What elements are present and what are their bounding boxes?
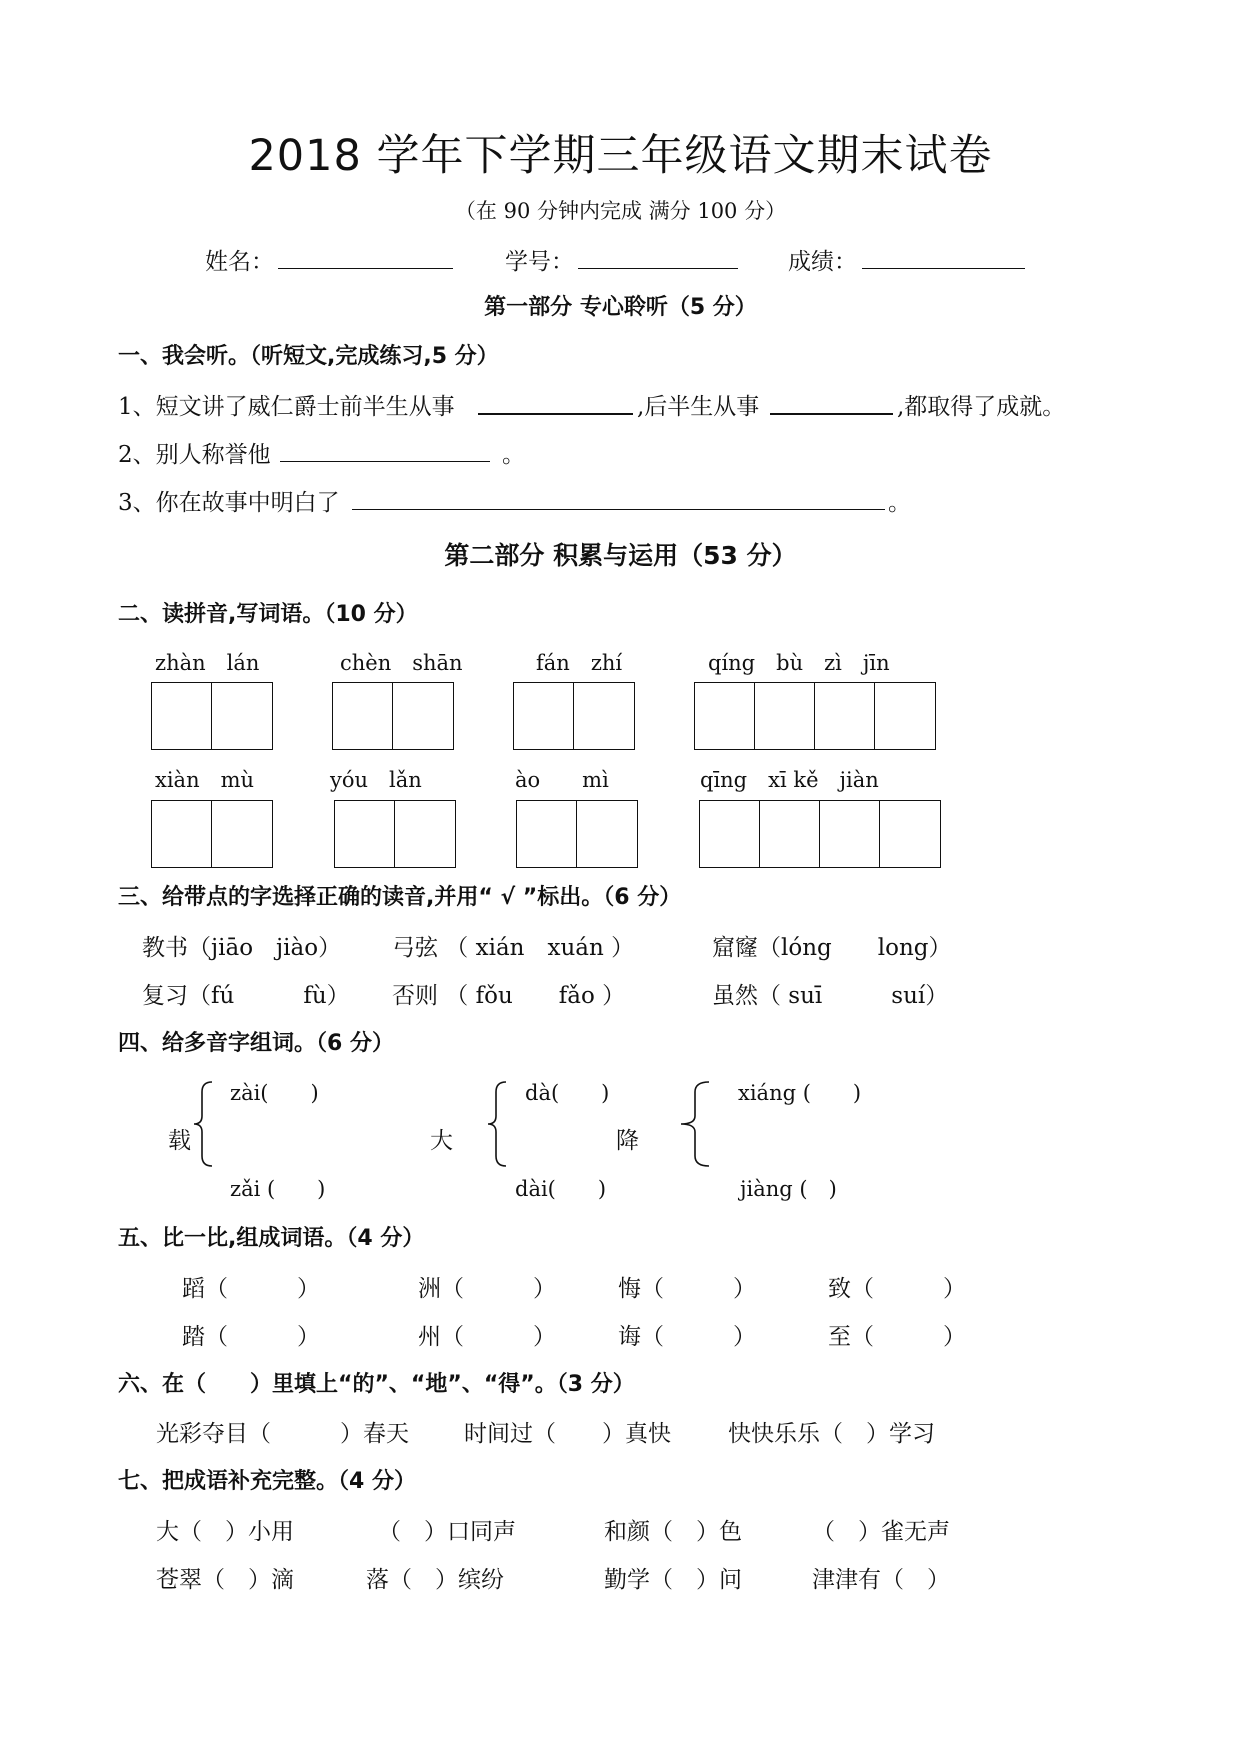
grid-cell[interactable] [875, 683, 935, 749]
word-blank-item[interactable]: 洲（ ） [418, 1276, 556, 1302]
grid-cell[interactable] [815, 683, 875, 749]
pinyin-label: chèn shān [340, 651, 463, 675]
writing-grid[interactable] [151, 682, 273, 750]
section3-heading: 三、给带点的字选择正确的读音,并用“ √ ”标出。（6 分） [118, 885, 682, 910]
section2-heading: 二、读拼音,写词语。（10 分） [118, 602, 418, 627]
part2-heading: 第二部分 积累与运用（53 分） [444, 541, 797, 570]
idiom-blank-item[interactable]: 勤学（ ）问 [604, 1567, 742, 1593]
writing-grid[interactable] [151, 800, 273, 868]
reading-choice-item[interactable]: 弓弦 （ xián xuán ） [392, 935, 635, 961]
writing-grid[interactable] [516, 800, 638, 868]
idiom-blank-item[interactable]: （ ）雀无声 [812, 1519, 950, 1545]
particle-blank-item[interactable]: 时间过（ ）真快 [464, 1421, 671, 1447]
word-blank-item[interactable]: 致（ ） [828, 1276, 966, 1302]
pinyin-label: zhàn lán [155, 651, 260, 675]
pinyin-word-blank[interactable]: zài( ) [230, 1081, 319, 1105]
idiom-blank-item[interactable]: 苍翠（ ）滴 [156, 1567, 294, 1593]
word-blank-item[interactable]: 蹈（ ） [182, 1276, 320, 1302]
grid-cell[interactable] [760, 801, 820, 867]
grid-cell[interactable] [152, 683, 212, 749]
reading-choice-item[interactable]: 教书（jiāo jiào） [142, 935, 342, 961]
word-blank-item[interactable]: 悔（ ） [618, 1276, 756, 1302]
pinyin-word-blank[interactable]: jiàng ( ) [740, 1177, 837, 1201]
q3-text-a: 3、你在故事中明白了 [118, 490, 340, 516]
q1-text-c: ,都取得了成就。 [897, 394, 1066, 420]
grid-cell[interactable] [514, 683, 574, 749]
grid-cell[interactable] [574, 683, 634, 749]
section6-heading: 六、在（ ）里填上“的”、“地”、“得”。（3 分） [118, 1372, 635, 1397]
particle-blank-item[interactable]: 快快乐乐（ ）学习 [728, 1421, 935, 1447]
idiom-blank-item[interactable]: （ ）口同声 [378, 1519, 516, 1545]
reading-choice-item[interactable]: 否则 （ fǒu fǎo ） [392, 983, 626, 1009]
writing-grid[interactable] [332, 682, 454, 750]
polyphonic-char: 载 [168, 1128, 191, 1154]
pinyin-word-blank[interactable]: xiáng ( ) [738, 1081, 862, 1105]
score-blank[interactable] [862, 268, 1025, 269]
pinyin-label: xiàn mù [155, 768, 255, 792]
score-label: 成绩： [788, 249, 857, 275]
grid-cell[interactable] [517, 801, 577, 867]
writing-grid[interactable] [513, 682, 635, 750]
pinyin-word-blank[interactable]: dài( ) [515, 1177, 607, 1201]
q2-text-a: 2、别人称誉他 [118, 442, 271, 468]
pinyin-label: ào mì [515, 768, 609, 792]
student-number-blank[interactable] [578, 268, 738, 269]
pinyin-label: qíng bù zì jīn [708, 651, 890, 675]
reading-choice-item[interactable]: 窟窿（lóng long） [712, 935, 952, 961]
section4-heading: 四、给多音字组词。（6 分） [118, 1031, 394, 1056]
q2-blank[interactable] [280, 461, 490, 462]
idiom-blank-item[interactable]: 和颜（ ）色 [604, 1519, 742, 1545]
grid-cell[interactable] [880, 801, 940, 867]
q1-text-b: ,后半生从事 [637, 394, 760, 420]
grid-cell[interactable] [212, 683, 272, 749]
polyphonic-char: 降 [616, 1128, 639, 1154]
grid-cell[interactable] [700, 801, 760, 867]
grid-cell[interactable] [577, 801, 637, 867]
word-blank-item[interactable]: 诲（ ） [618, 1324, 756, 1350]
section5-heading: 五、比一比,组成词语。（4 分） [118, 1226, 425, 1251]
grid-cell[interactable] [820, 801, 880, 867]
writing-grid[interactable] [334, 800, 456, 868]
left-brace-icon [677, 1080, 713, 1168]
name-label: 姓名： [205, 249, 274, 275]
page-title: 2018 学年下学期三年级语文期末试卷 [248, 131, 993, 181]
pinyin-word-blank[interactable]: dà( ) [525, 1081, 610, 1105]
writing-grid[interactable] [699, 800, 941, 868]
idiom-blank-item[interactable]: 落（ ）缤纷 [366, 1567, 504, 1593]
part1-heading: 第一部分 专心聆听（5 分） [484, 295, 757, 320]
q1-blank-2[interactable] [770, 413, 893, 415]
grid-cell[interactable] [695, 683, 755, 749]
particle-blank-item[interactable]: 光彩夺目（ ）春天 [156, 1421, 409, 1447]
grid-cell[interactable] [335, 801, 395, 867]
idiom-blank-item[interactable]: 大（ ）小用 [156, 1519, 294, 1545]
pinyin-label: fán zhí [536, 651, 623, 675]
pinyin-word-blank[interactable]: zǎi ( ) [230, 1177, 326, 1201]
grid-cell[interactable] [333, 683, 393, 749]
section1-heading: 一、我会听。（听短文,完成练习,5 分） [118, 344, 499, 369]
q1-text-a: 1、短文讲了威仁爵士前半生从事 [118, 394, 455, 420]
section7-heading: 七、把成语补充完整。（4 分） [118, 1469, 416, 1494]
grid-cell[interactable] [393, 683, 453, 749]
reading-choice-item[interactable]: 复习（fú fù） [142, 983, 350, 1009]
word-blank-item[interactable]: 至（ ） [828, 1324, 966, 1350]
left-brace-icon [192, 1080, 216, 1168]
left-brace-icon [486, 1080, 510, 1168]
writing-grid[interactable] [694, 682, 936, 750]
pinyin-label: yóu lǎn [330, 768, 422, 792]
q1-blank-1[interactable] [478, 413, 633, 415]
grid-cell[interactable] [755, 683, 815, 749]
q2-text-b: 。 [502, 442, 525, 468]
pinyin-label: qīng xī kě jiàn [700, 768, 879, 792]
word-blank-item[interactable]: 州（ ） [418, 1324, 556, 1350]
name-blank[interactable] [278, 268, 453, 269]
student-number-label: 学号： [505, 249, 574, 275]
idiom-blank-item[interactable]: 津津有（ ） [812, 1567, 950, 1593]
q3-text-b: 。 [888, 490, 911, 516]
exam-subtitle: （在 90 分钟内完成 满分 100 分） [454, 199, 787, 223]
word-blank-item[interactable]: 踏（ ） [182, 1324, 320, 1350]
polyphonic-char: 大 [430, 1128, 453, 1154]
grid-cell[interactable] [152, 801, 212, 867]
grid-cell[interactable] [395, 801, 455, 867]
q3-blank[interactable] [352, 509, 885, 510]
reading-choice-item[interactable]: 虽然（ suī suí） [712, 983, 949, 1009]
grid-cell[interactable] [212, 801, 272, 867]
